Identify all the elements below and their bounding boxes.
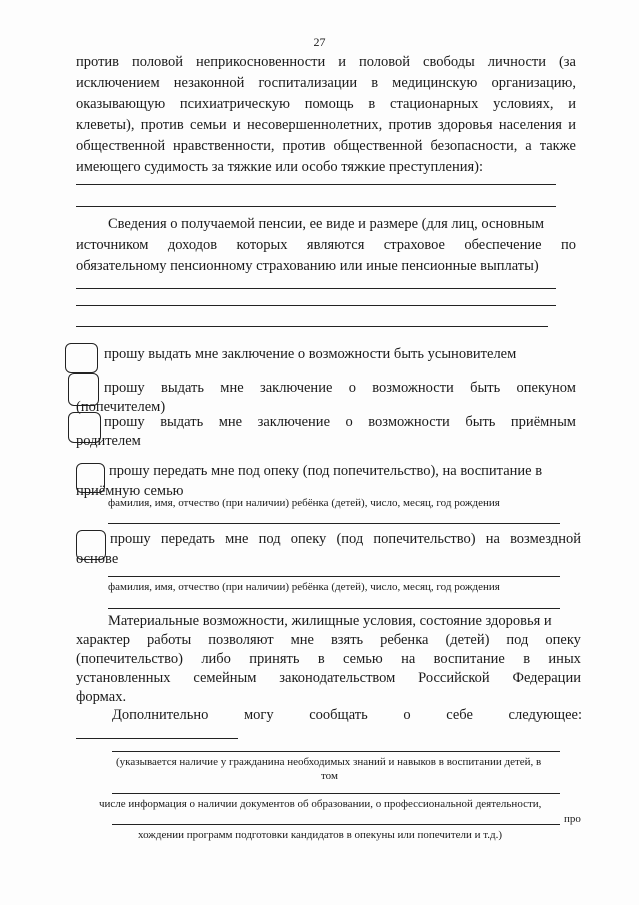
word: заключение xyxy=(257,414,331,430)
blank-line xyxy=(76,288,556,289)
word: свободы xyxy=(423,54,475,70)
word: также xyxy=(539,138,576,154)
word: психиатрическую xyxy=(179,96,290,112)
word: несовершеннолетних, xyxy=(246,117,383,133)
word: против xyxy=(282,138,326,154)
blank-line xyxy=(108,608,560,609)
pension-line xyxy=(76,235,576,256)
word: в xyxy=(368,96,376,112)
word: о xyxy=(345,414,353,430)
option-transfer-foster-label-cont: приёмную семью xyxy=(76,483,184,499)
additional-note: числе информация о наличии документов об образовании, о профессиональной деятельности, xyxy=(99,798,542,810)
option-transfer-paid-label-cont: основе xyxy=(76,551,119,567)
option-transfer-paid-label xyxy=(110,529,581,550)
word: опекуном xyxy=(516,380,576,396)
word: в xyxy=(317,651,325,667)
word: против xyxy=(140,117,184,133)
paragraph-line xyxy=(76,136,576,157)
word: организацию, xyxy=(491,75,576,91)
word: и xyxy=(232,117,241,133)
paragraph-line xyxy=(76,52,576,73)
blank-line xyxy=(112,751,560,752)
word: характер xyxy=(76,632,131,648)
blank-line xyxy=(76,206,556,207)
option-guardian-label-cont: (попечителем) xyxy=(76,399,166,415)
additional-note: про xyxy=(564,813,581,825)
word: о xyxy=(403,707,411,723)
blank-line xyxy=(76,184,556,185)
additional-note: хождении программ подготовки кандидатов в опекуны или попечители и т.д.) xyxy=(138,829,503,841)
word: могу xyxy=(243,707,274,723)
material-line: формах. xyxy=(76,689,127,705)
word: установленных xyxy=(76,670,171,686)
word: прошу xyxy=(104,414,145,430)
word: Федерации xyxy=(512,670,581,686)
word: возмездной xyxy=(510,531,581,547)
word: мне xyxy=(218,414,243,430)
word: (под xyxy=(336,531,364,547)
word: медицинскую xyxy=(392,75,478,91)
word: прошу xyxy=(110,531,151,547)
word: по xyxy=(560,237,576,253)
word: половой xyxy=(132,54,184,70)
word: стационарных xyxy=(390,96,479,112)
material-line xyxy=(76,631,581,650)
word: являются xyxy=(306,237,365,253)
word: о xyxy=(348,380,356,396)
word: позволяют xyxy=(208,632,274,648)
word: а xyxy=(525,138,532,154)
word: попечительство) xyxy=(373,531,476,547)
word: (попечительство) xyxy=(76,651,183,667)
word: семью xyxy=(343,651,383,667)
word: возможности xyxy=(372,380,454,396)
word: иных xyxy=(548,651,581,667)
child-caption: фамилия, имя, отчество (при наличии) ребёнка (детей), число, месяц, год рождения xyxy=(108,497,500,509)
word: исключением xyxy=(76,75,160,91)
word: передать xyxy=(160,531,215,547)
option-adopt-label: прошу выдать мне заключение о возможности быть усыновителем xyxy=(104,346,517,362)
word: страховое xyxy=(383,237,445,253)
word: выдать xyxy=(161,380,204,396)
blank-line xyxy=(112,824,560,825)
word: безопасности, xyxy=(430,138,518,154)
word: быть xyxy=(465,414,496,430)
option-foster-label xyxy=(104,412,576,433)
word: заключение xyxy=(259,380,333,396)
additional-note: том xyxy=(321,770,338,782)
word: условиях, xyxy=(493,96,554,112)
material-line xyxy=(76,669,581,688)
word: против xyxy=(388,117,432,133)
pension-line: обязательному пенсионному страхованию или иные пенсионные выплаты) xyxy=(76,258,539,274)
word: приёмным xyxy=(510,414,576,430)
word: на xyxy=(485,531,500,547)
word: которых xyxy=(236,237,288,253)
word: законодательством xyxy=(279,670,396,686)
word: быть xyxy=(470,380,501,396)
word: возможности xyxy=(368,414,450,430)
word: в xyxy=(523,651,531,667)
paragraph-line xyxy=(76,94,576,115)
word: источником xyxy=(76,237,149,253)
word: следующее: xyxy=(508,707,582,723)
option-transfer-foster-label: прошу передать мне под опеку (под попечительство), на воспитание в xyxy=(109,463,543,479)
word: взять xyxy=(330,632,364,648)
blank-line xyxy=(76,326,548,327)
word: мне xyxy=(290,632,314,648)
word: Дополнительно xyxy=(112,707,209,723)
word: мне xyxy=(220,380,244,396)
word: населения xyxy=(498,117,562,133)
word: госпитализации xyxy=(258,75,358,91)
word: опеку xyxy=(290,531,327,547)
page-number: 27 xyxy=(313,35,326,49)
word: незаконной xyxy=(173,75,245,91)
blank-line xyxy=(108,523,560,524)
word: под xyxy=(506,632,529,648)
additional-note: (указывается наличие у гражданина необходимых знаний и навыков в воспитании детей, в xyxy=(116,756,542,768)
word: мне xyxy=(225,531,249,547)
material-line: Материальные возможности, жилищные условия, состояние здоровья и xyxy=(108,613,552,629)
word: семьи xyxy=(190,117,227,133)
paragraph-line: имеющего судимость за тяжкие или особо тяжкие преступления): xyxy=(76,159,484,175)
pension-line: Сведения о получаемой пенсии, ее виде и размере (для лиц, основным xyxy=(108,216,544,232)
word: в xyxy=(371,75,379,91)
word: прошу xyxy=(104,380,145,396)
word: доходов xyxy=(167,237,218,253)
word: оказывающую xyxy=(76,96,166,112)
material-line xyxy=(76,650,581,669)
word: и xyxy=(568,96,576,112)
word: (детей) xyxy=(445,632,490,648)
additional-line xyxy=(112,706,582,725)
word: ребенка xyxy=(380,632,429,648)
word: (за xyxy=(558,54,576,70)
word: воспитание xyxy=(433,651,505,667)
word: себе xyxy=(446,707,473,723)
option-foster-label-cont: родителем xyxy=(76,433,141,449)
blank-line xyxy=(76,738,238,739)
word: нравственности, xyxy=(173,138,275,154)
word: обеспечение xyxy=(464,237,542,253)
option-guardian-label xyxy=(104,378,576,399)
word: и xyxy=(568,117,576,133)
word: принять xyxy=(249,651,300,667)
word: сообщать xyxy=(309,707,368,723)
paragraph-line xyxy=(76,73,576,94)
word: выдать xyxy=(160,414,204,430)
word: помощь xyxy=(304,96,354,112)
word: неприкосновенности xyxy=(196,54,326,70)
word: общественной xyxy=(76,138,166,154)
word: на xyxy=(401,651,416,667)
blank-line xyxy=(112,793,560,794)
word: семейным xyxy=(193,670,257,686)
word: здоровья xyxy=(437,117,493,133)
child-caption: фамилия, имя, отчество (при наличии) ребёнка (детей), число, месяц, год рождения xyxy=(108,581,500,593)
word: Российской xyxy=(418,670,490,686)
paragraph-line xyxy=(76,115,576,136)
word: против xyxy=(76,54,120,70)
blank-line xyxy=(108,576,560,577)
word: клеветы), xyxy=(76,117,135,133)
blank-line xyxy=(76,305,556,306)
word: общественной xyxy=(333,138,423,154)
word: и xyxy=(338,54,346,70)
word: личности xyxy=(487,54,546,70)
word: половой xyxy=(358,54,411,70)
word: либо xyxy=(201,651,231,667)
word: работы xyxy=(147,632,192,648)
word: под xyxy=(258,531,281,547)
checkbox-adopt[interactable] xyxy=(65,343,98,373)
word: опеку xyxy=(545,632,581,648)
